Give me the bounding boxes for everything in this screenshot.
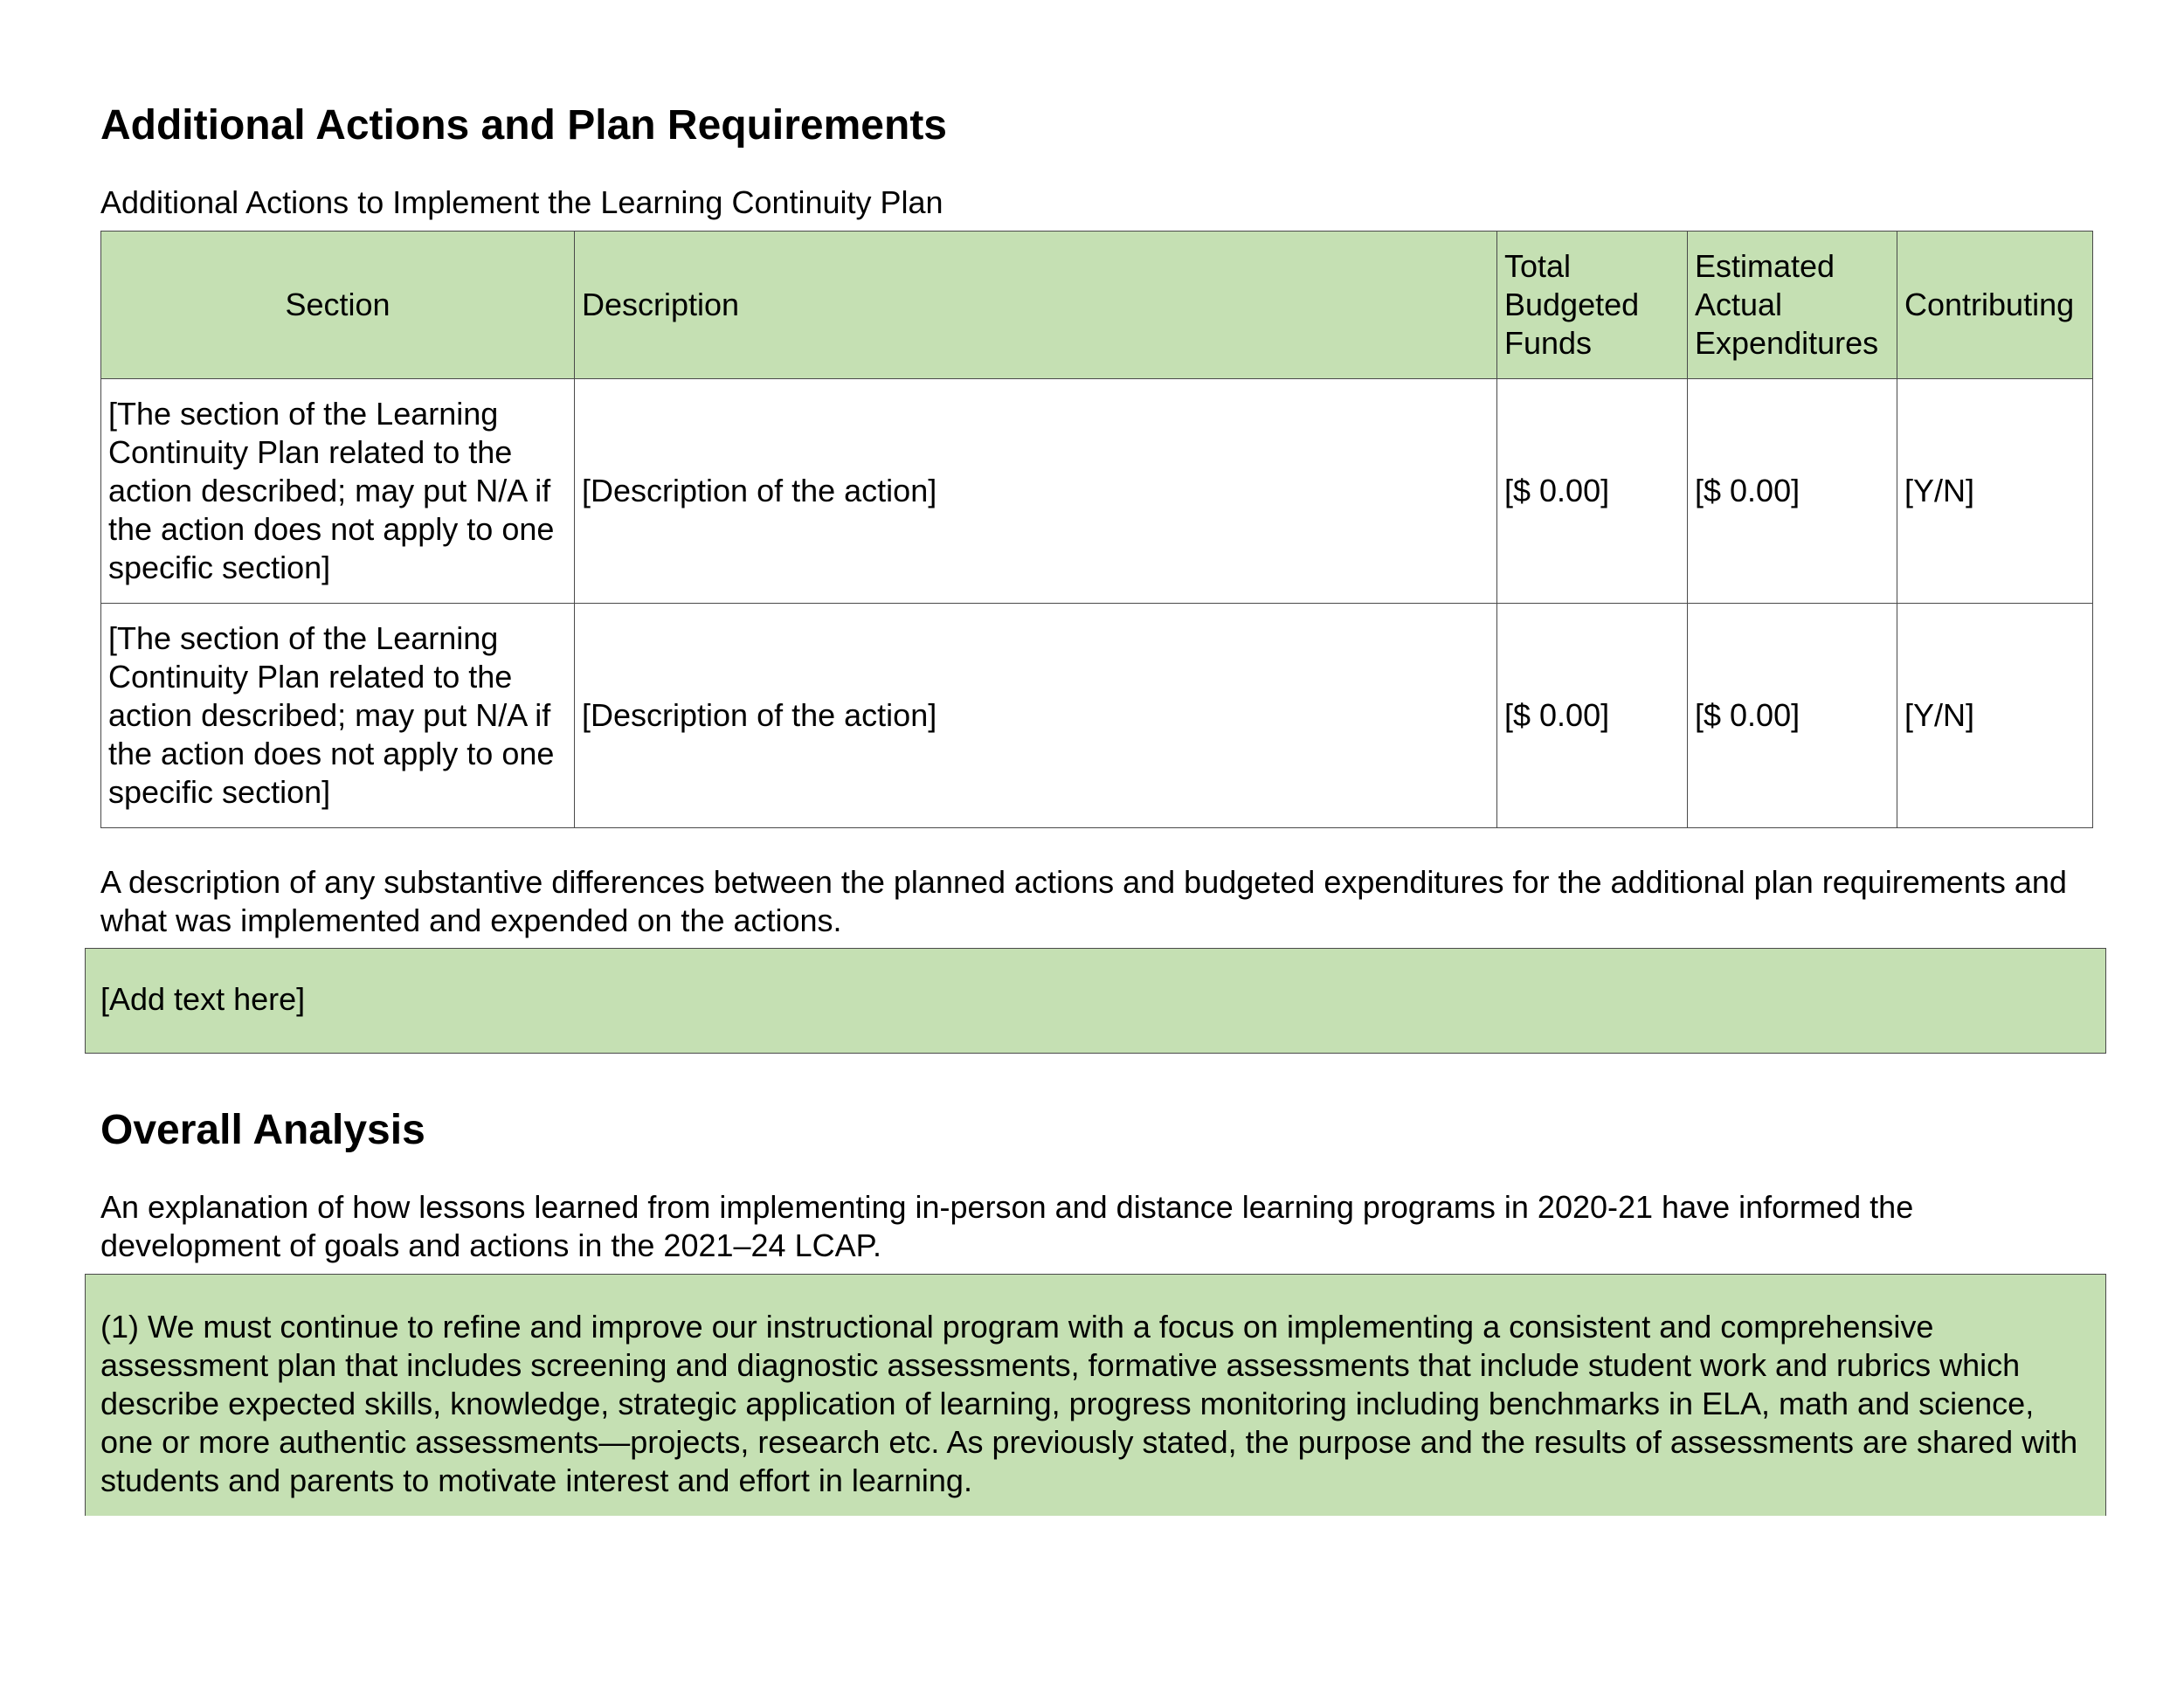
differences-response-text: [Add text here] bbox=[100, 981, 306, 1017]
section-heading-overall-analysis: Overall Analysis bbox=[100, 1107, 425, 1153]
table-row bbox=[101, 604, 2093, 828]
header-section: Section bbox=[101, 232, 575, 379]
cell-funds[interactable]: [$ 0.00] bbox=[1497, 379, 1688, 604]
section-heading-additional-actions: Additional Actions and Plan Requirements bbox=[100, 102, 947, 149]
differences-prompt: A description of any substantive differences between the planned actions and budgeted expenditures for the additional plan requirements and what was implemented and expended on the actions. bbox=[100, 864, 2067, 938]
overall-analysis-response-text: (1) We must continue to refine and improve our instructional program with a focus on implementing a consistent and comprehensive assessment plan that includes screening and diagnostic assessments, formative assessments that include student work and rubrics which describe expected skills, knowledge, strategic application of learning, progress monitoring including benchmarks in ELA, math and science, one or more authentic assessments—projects, research etc. As previously stated, the purpose and the results of assessments are shared with students and parents to motivate interest and effort in learning. bbox=[100, 1309, 2078, 1498]
cell-funds[interactable]: [$ 0.00] bbox=[1497, 604, 1688, 828]
differences-response-box[interactable] bbox=[85, 948, 2106, 1054]
cell-expenditures[interactable]: [$ 0.00] bbox=[1688, 379, 1897, 604]
overall-analysis-prompt: An explanation of how lessons learned from implementing in-person and distance learning programs in 2020-21 have informed the development of goals and actions in the 2021–24 LCAP. bbox=[100, 1189, 1914, 1263]
header-description: Description bbox=[575, 232, 1497, 379]
header-estimated-actual-expenditures: Estimated Actual Expenditures bbox=[1688, 232, 1897, 379]
cell-contributing[interactable]: [Y/N] bbox=[1897, 604, 2093, 828]
cell-contributing[interactable]: [Y/N] bbox=[1897, 379, 2093, 604]
cell-description[interactable]: [Description of the action] bbox=[575, 379, 1497, 604]
cell-expenditures[interactable]: [$ 0.00] bbox=[1688, 604, 1897, 828]
header-total-budgeted-funds: Total Budgeted Funds bbox=[1497, 232, 1688, 379]
cell-description[interactable]: [Description of the action] bbox=[575, 604, 1497, 828]
table-caption: Additional Actions to Implement the Learning Continuity Plan bbox=[100, 184, 943, 220]
cell-section[interactable]: [The section of the Learning Continuity Plan related to the action described; may put N/A if the action does not apply to one specific section] bbox=[101, 379, 575, 604]
additional-actions-table bbox=[100, 231, 2093, 828]
cell-section[interactable]: [The section of the Learning Continuity Plan related to the action described; may put N/A if the action does not apply to one specific section] bbox=[101, 604, 575, 828]
header-contributing: Contributing bbox=[1897, 232, 2093, 379]
table-header-row bbox=[101, 232, 2093, 379]
table-row bbox=[101, 379, 2093, 604]
overall-analysis-response-box[interactable] bbox=[85, 1274, 2106, 1516]
